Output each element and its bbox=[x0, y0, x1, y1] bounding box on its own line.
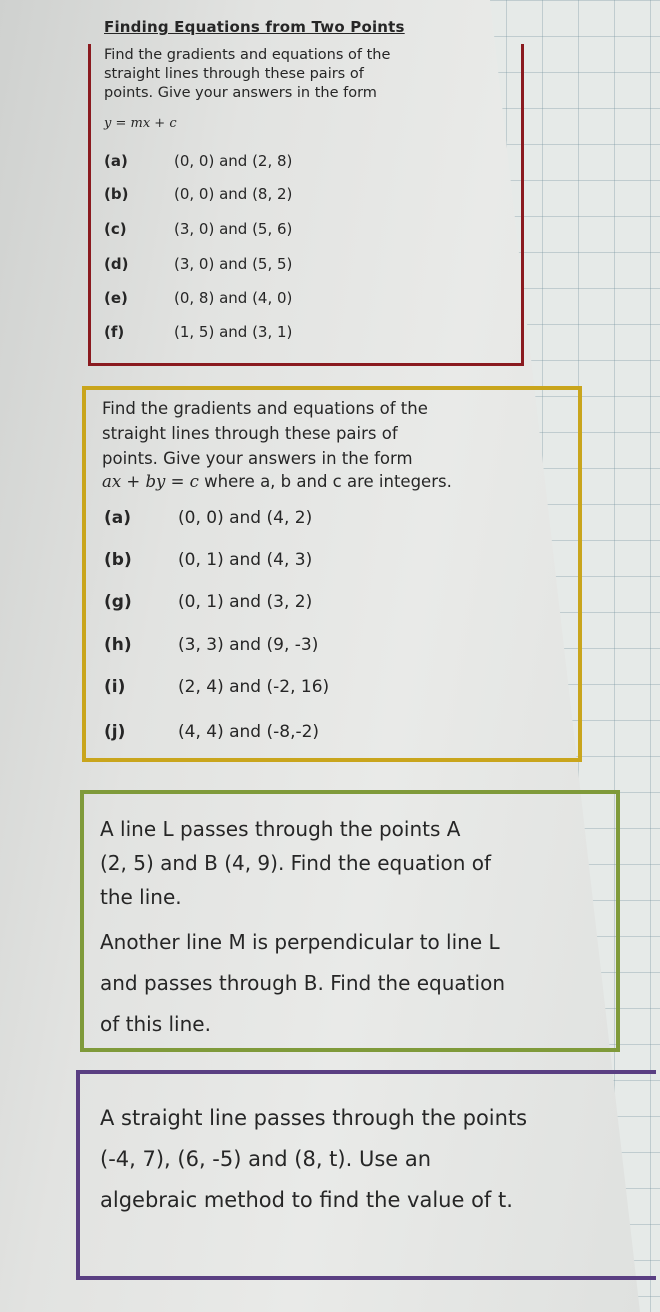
question-label: (i) bbox=[104, 677, 126, 697]
question-text: (3, 0) and (5, 6) bbox=[174, 220, 293, 238]
question-text: (1, 5) and (3, 1) bbox=[174, 323, 293, 341]
question-text: (0, 8) and (4, 0) bbox=[174, 289, 293, 307]
section-3-part-1: A line L passes through the points A (2, 5) and B (4, 9). Find the equation of the line. bbox=[100, 817, 492, 909]
question-label: (b) bbox=[104, 550, 132, 570]
question-label: (e) bbox=[104, 289, 128, 307]
section-1-answer-form: y = mx + c bbox=[104, 116, 177, 131]
section-4-question: A straight line passes through the points (-4, 7), (6, -5) and (8, t). Use an algebraic method to find the value of t. bbox=[100, 1106, 528, 1212]
question-label: (c) bbox=[104, 220, 127, 238]
form-equation: ax + by = c bbox=[102, 472, 199, 491]
question-label: (a) bbox=[104, 508, 132, 528]
question-label: (d) bbox=[104, 255, 129, 273]
question-label: (a) bbox=[104, 152, 128, 170]
form-condition: where a, b and c are integers. bbox=[198, 472, 452, 491]
worksheet-title: Finding Equations from Two Points bbox=[104, 18, 405, 36]
question-label: (g) bbox=[104, 592, 132, 612]
question-label: (j) bbox=[104, 722, 126, 742]
question-label: (f) bbox=[104, 323, 125, 341]
question-text: (0, 1) and (4, 3) bbox=[178, 550, 313, 570]
section-1-instructions: Find the gradients and equations of the straight lines through these pairs of points. Give your answers in the form bbox=[104, 47, 391, 101]
section-2-instructions: Find the gradients and equations of the straight lines through these pairs of points. Give your answers in the form bbox=[102, 399, 428, 468]
question-text: (0, 1) and (3, 2) bbox=[178, 592, 313, 612]
question-text: (0, 0) and (2, 8) bbox=[174, 152, 293, 170]
question-label: (b) bbox=[104, 185, 129, 203]
question-label: (h) bbox=[104, 635, 132, 655]
section-3-part-2: Another line M is perpendicular to line L and passes through B. Find the equation of this line. bbox=[100, 930, 505, 1036]
question-text: (3, 3) and (9, -3) bbox=[178, 635, 319, 655]
question-text: (0, 0) and (8, 2) bbox=[174, 185, 293, 203]
question-text: (3, 0) and (5, 5) bbox=[174, 255, 293, 273]
question-text: (4, 4) and (-8,-2) bbox=[178, 722, 320, 742]
question-text: (0, 0) and (4, 2) bbox=[178, 508, 313, 528]
section-2-answer-form bbox=[102, 472, 452, 491]
question-text: (2, 4) and (-2, 16) bbox=[178, 677, 330, 697]
